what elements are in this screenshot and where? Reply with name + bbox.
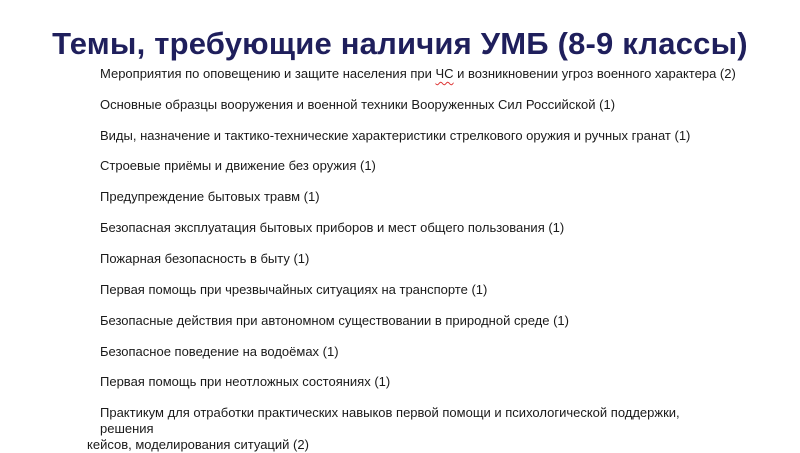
topic-item [100, 66, 736, 82]
topic-item: Виды, назначение и тактико-технические характеристики стрелкового оружия и ручных гранат (1) [100, 128, 691, 143]
topic-item: Основные образцы вооружения и военной техники Вооруженных Сил Российской (1) [100, 97, 616, 112]
topic-text-part: Мероприятия по оповещению и защите населения при [100, 66, 436, 81]
slide-title: Темы, требующие наличия УМБ (8-9 классы) [52, 26, 748, 61]
topic-item: Безопасная эксплуатация бытовых приборов и мест общего пользования (1) [100, 220, 565, 235]
topic-item: Строевые приёмы и движение без оружия (1) [100, 158, 376, 173]
topic-abbreviation: ЧС [435, 66, 454, 81]
topic-item: Безопасные действия при автономном существовании в природной среде (1) [100, 313, 569, 328]
topic-text-part: и возникновении угроз военного характера (2) [453, 66, 736, 81]
topic-line-2: кейсов, моделирования ситуаций (2) [87, 437, 309, 452]
topic-line-1: Практикум для отработки практических навыков первой помощи и психологической поддержки, решения [100, 405, 680, 436]
topic-item: Первая помощь при неотложных состояниях (1) [100, 374, 391, 389]
topic-item: Безопасное поведение на водоёмах (1) [100, 344, 339, 359]
topic-item [87, 405, 700, 453]
topic-item: Первая помощь при чрезвычайных ситуациях на транспорте (1) [100, 282, 488, 297]
topic-item: Пожарная безопасность в быту (1) [100, 251, 310, 266]
topic-item: Предупреждение бытовых травм (1) [100, 189, 320, 204]
